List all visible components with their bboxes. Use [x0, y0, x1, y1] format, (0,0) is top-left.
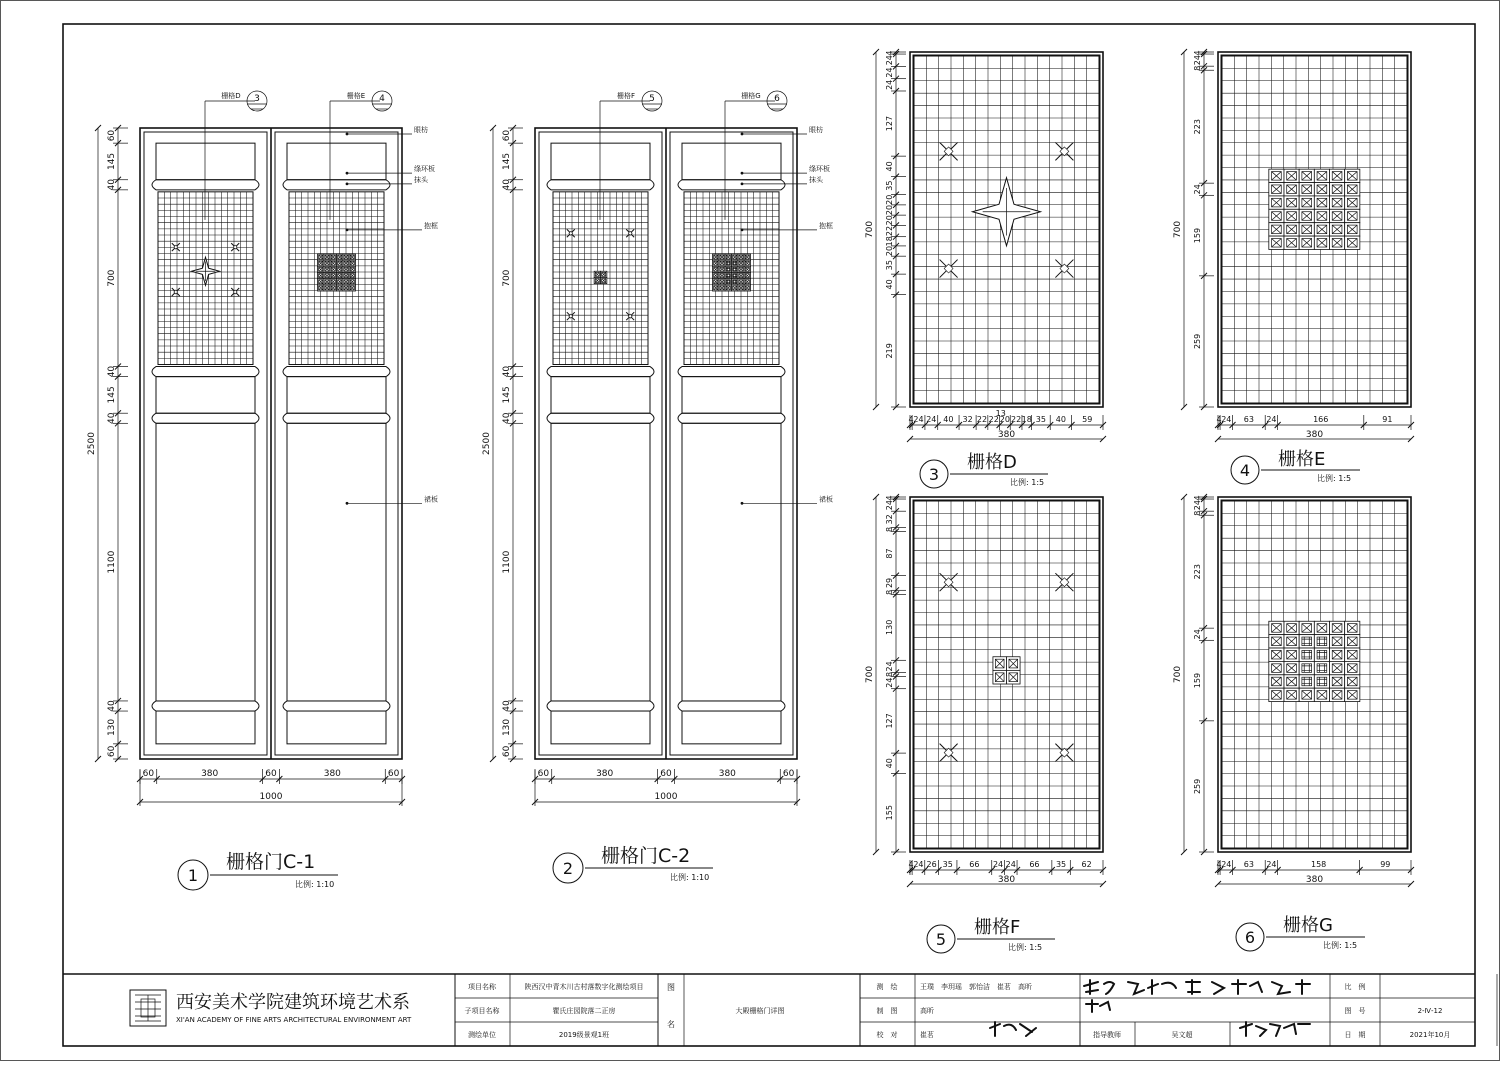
dim-text: 24: [885, 661, 894, 672]
x-ornament: [940, 142, 958, 160]
grille-g-title: 栅格G: [1283, 915, 1333, 936]
dim-text: 700: [107, 269, 117, 287]
dim-text: 40: [107, 365, 117, 378]
dim-text: 22: [1011, 415, 1022, 424]
grille-total-height-text: 700: [865, 220, 875, 239]
grille-total-width-text: 380: [1305, 430, 1324, 440]
cap-rail: [678, 180, 785, 190]
dim-text: 8: [885, 589, 894, 595]
dim-text: 24: [992, 860, 1004, 869]
skirt-panel: [287, 423, 386, 701]
dim-text: 59: [1082, 415, 1093, 424]
dim-text: 4: [908, 860, 914, 869]
door-total-height-text: 2500: [482, 432, 492, 455]
x-ornament: [940, 573, 958, 591]
callout-label: 抹头: [414, 175, 428, 184]
bottom-panel: [551, 711, 650, 744]
grille-ref-number: 6: [774, 94, 780, 104]
frieze-panel-mid: [156, 377, 255, 414]
grille-total-width-text: 380: [997, 430, 1016, 440]
dim-text: 60: [107, 745, 117, 758]
door-c1-number: 1: [187, 866, 199, 885]
dim-text: 20: [999, 415, 1010, 424]
date-label: 日 期: [1344, 1031, 1366, 1039]
school-name-en: XI'AN ACADEMY OF FINE ARTS ARCHITECTURAL ENVIRONMENT ART: [176, 1016, 412, 1024]
callout-label: 裙板: [424, 495, 438, 504]
dim-text: 63: [1243, 860, 1254, 869]
grille-e-detail-vertical-dims: [1193, 49, 1214, 410]
lattice-box-pattern: [1269, 621, 1360, 701]
bottom-panel: [682, 711, 781, 744]
outer-border: [1, 1, 1500, 1061]
grille-g-detail-total-height: [1173, 494, 1187, 855]
dim-text: 4: [885, 495, 894, 501]
handwritten-signatures: [990, 980, 1310, 1036]
cap-rail: [283, 701, 390, 711]
title-door-c1: [178, 851, 338, 890]
bottom-panel: [156, 711, 255, 744]
teacher-value: 吴文超: [1171, 1031, 1193, 1039]
dim-text: 259: [1193, 333, 1202, 350]
x-ornament: [1055, 142, 1073, 160]
lattice-box-pattern: [594, 271, 607, 283]
dim-text: 24: [1266, 860, 1277, 869]
dim-text: 35: [1055, 860, 1067, 869]
dim-text: 4: [1216, 415, 1222, 424]
dim-text: 24: [885, 500, 894, 511]
frieze-panel-mid: [551, 377, 650, 414]
x-ornament: [567, 229, 575, 237]
title-grille-e: [1231, 448, 1360, 484]
doors-layer: [87, 91, 833, 806]
door-c1-title: 栅格门C-1: [226, 851, 316, 873]
draw-label: 制 图: [876, 1007, 898, 1015]
dim-text: 60: [660, 769, 672, 779]
dim-text: 18: [885, 236, 894, 247]
dim-text: 26: [926, 860, 937, 869]
dim-text: 29: [885, 577, 894, 589]
dim-text: 60: [387, 769, 400, 779]
x-ornament: [1055, 573, 1073, 591]
dim-text: 24: [1193, 500, 1202, 511]
grille-d-detail-horizontal-dims: [907, 415, 1106, 430]
check-value: 崔茗: [920, 1031, 934, 1039]
title-block: [63, 974, 1497, 1046]
door-leaf-2: [275, 132, 398, 755]
drawing-name-label-1: 图: [667, 983, 675, 992]
dim-text: 8: [885, 671, 894, 678]
dim-text: 4: [1193, 495, 1202, 501]
frieze-panel-top: [551, 143, 650, 180]
grille-ref-name: 栅格D: [221, 92, 241, 100]
school-logo: [130, 990, 166, 1026]
callout-label: 裙板: [819, 495, 833, 504]
dim-text: 8: [885, 526, 894, 533]
dim-text: 158: [1311, 860, 1327, 869]
skirt-panel: [156, 423, 255, 701]
dim-text: 24: [1193, 629, 1202, 640]
grille-e-detail: [1173, 49, 1414, 442]
dim-text: 66: [1029, 860, 1040, 869]
x-ornament: [1055, 260, 1073, 278]
dim-text: 380: [201, 769, 219, 779]
dim-text: 18: [1021, 415, 1032, 424]
sheet-label: 图 号: [1344, 1007, 1366, 1015]
dim-text: 60: [502, 129, 512, 142]
door-vertical-dims: [107, 125, 128, 762]
callout-label: 抹头: [809, 175, 823, 184]
dim-text: 130: [885, 619, 894, 635]
dim-text: 20: [885, 204, 894, 216]
dim-text: 35: [885, 260, 894, 271]
grille-f-detail-total-height: [865, 494, 879, 855]
x-ornament: [1055, 744, 1073, 762]
grille-g-scale: 比例: 1:5: [1323, 941, 1358, 950]
door-horizontal-dims: [532, 769, 800, 784]
grille-total-width-text: 380: [1305, 875, 1324, 885]
door-leaf-1: [539, 132, 662, 755]
grille-ref-name: 栅格F: [616, 92, 636, 100]
cap-rail: [547, 413, 654, 423]
dim-text: 24: [913, 415, 924, 424]
dim-text: 60: [782, 769, 795, 779]
dim-text: 24: [1221, 860, 1232, 869]
grille-f-detail: [865, 494, 1106, 887]
frieze-panel-top: [156, 143, 255, 180]
dim-text: 127: [885, 115, 894, 132]
dim-text: 159: [1193, 672, 1202, 689]
grille-total-height-text: 700: [865, 665, 875, 684]
unit-value: 2019级景观1班: [558, 1031, 610, 1039]
dim-text: 20: [885, 215, 894, 226]
cross-star-ornament: [973, 178, 1041, 246]
cap-rail: [152, 701, 259, 711]
title-door-c2: [553, 845, 713, 883]
skirt-panel: [682, 423, 781, 701]
grille-top-extra-dim: 13: [995, 409, 1006, 418]
grille-total-width-text: 380: [997, 875, 1016, 885]
grille-f-detail-vertical-dims: [885, 494, 906, 855]
project-value: 陕西汉中青木川古村落数字化测绘项目: [524, 983, 644, 991]
callout-label: 绦环板: [809, 165, 830, 174]
dim-text: 145: [107, 386, 117, 404]
lattice-box-pattern: [1269, 169, 1360, 249]
dim-text: 1100: [502, 550, 512, 574]
title-grille-g: [1236, 914, 1365, 951]
grille-d-detail: [865, 49, 1106, 442]
grille-reference: [330, 91, 392, 220]
lattice-box-pattern: [993, 657, 1020, 684]
door-horizontal-dims: [137, 769, 405, 784]
x-ornament: [172, 288, 180, 296]
grille-d-detail-vertical-dims: [885, 49, 906, 410]
cap-rail: [152, 413, 259, 423]
dim-text: 24: [1266, 415, 1277, 424]
dim-text: 63: [1243, 415, 1254, 424]
callout-label: 眼枋: [414, 126, 428, 134]
cap-rail: [678, 367, 785, 377]
x-ornament: [567, 312, 575, 320]
teacher-label: 指导教师: [1093, 1031, 1121, 1039]
grille-ref-number: 3: [254, 94, 260, 104]
dim-text: 380: [323, 769, 341, 779]
grille-reference: [205, 91, 267, 220]
dim-text: 130: [502, 718, 512, 737]
dim-text: 24: [913, 860, 924, 869]
dim-text: 60: [502, 745, 512, 758]
dim-text: 32: [962, 415, 973, 424]
drawing-name-label-2: 名: [667, 1020, 675, 1029]
dim-text: 62: [1081, 860, 1092, 869]
draw-value: 高昕: [920, 1007, 934, 1015]
grille-f-detail-total-width: [907, 875, 1106, 887]
dim-text: 91: [1382, 415, 1393, 424]
x-ornament: [940, 260, 958, 278]
dim-text: 24: [885, 55, 894, 66]
door-vertical-dims: [502, 125, 523, 762]
cap-rail: [547, 180, 654, 190]
dim-text: 20: [885, 245, 894, 257]
dim-text: 66: [969, 860, 980, 869]
dim-text: 20: [885, 194, 894, 205]
project-label: 项目名称: [468, 983, 496, 991]
dim-text: 8: [1193, 65, 1202, 71]
frieze-panel-top: [287, 143, 386, 180]
dim-text: 40: [107, 412, 117, 424]
door-leaf-1: [144, 132, 267, 755]
dim-text: 40: [885, 161, 894, 172]
door-elevation-c1: [87, 91, 438, 806]
grille-f-number: 5: [935, 930, 947, 949]
frieze-panel-top: [682, 143, 781, 180]
grille-total-height-text: 700: [1173, 220, 1183, 239]
x-ornament: [231, 288, 239, 296]
dim-text: 223: [1193, 119, 1202, 135]
dim-text: 32: [885, 514, 894, 525]
dim-text: 24: [1193, 55, 1202, 66]
grille-total-height-text: 700: [1173, 665, 1183, 684]
callout-label: 抱框: [424, 221, 438, 230]
dim-text: 87: [885, 548, 894, 559]
grille-d-scale: 比例: 1:5: [1010, 478, 1045, 487]
callout-label: 眼枋: [809, 126, 823, 134]
dim-text: 24: [926, 415, 937, 424]
survey-label: 测 绘: [876, 983, 898, 991]
cap-rail: [283, 180, 390, 190]
survey-value: 王璞 李玥瑶 郭怡洁 崔茗 高昕: [920, 983, 1032, 991]
dim-text: 219: [885, 343, 894, 359]
dim-text: 4: [908, 415, 914, 424]
door-total-width-text: 1000: [259, 792, 283, 802]
grille-d-title: 栅格D: [967, 452, 1017, 473]
dim-text: 24: [885, 79, 894, 90]
cap-rail: [152, 367, 259, 377]
dim-text: 60: [142, 769, 155, 779]
dim-text: 40: [502, 179, 512, 191]
dim-text: 24: [885, 677, 894, 688]
grille-d-detail-total-height: [865, 49, 879, 410]
subproject-value: 瞿氏庄园院落二正房: [552, 1007, 616, 1015]
check-label: 校 对: [876, 1031, 898, 1039]
dim-text: 4: [1193, 50, 1202, 56]
grille-e-detail-total-width: [1215, 430, 1414, 442]
door-elevation-c2: [482, 91, 833, 806]
x-ornament: [626, 229, 634, 237]
grille-e-detail-total-height: [1173, 49, 1187, 410]
dim-text: 155: [885, 805, 894, 821]
door-c2-number: 2: [562, 859, 574, 878]
bottom-panel: [287, 711, 386, 744]
door-leaf-2: [670, 132, 793, 755]
cap-rail: [547, 367, 654, 377]
unit-label: 测绘单位: [468, 1031, 496, 1039]
cap-rail: [678, 701, 785, 711]
scale-label: 比 例: [1344, 983, 1366, 991]
callout-label: 抱框: [819, 221, 833, 230]
dim-text: 40: [502, 412, 512, 424]
title-grille-d: [920, 451, 1048, 488]
dim-text: 35: [885, 180, 894, 191]
grille-reference: [725, 91, 787, 220]
grille-e-number: 4: [1239, 461, 1251, 480]
dim-text: 700: [502, 269, 512, 287]
subproject-label: 子项目名称: [464, 1007, 500, 1015]
grille-f-scale: 比例: 1:5: [1008, 943, 1043, 952]
door-total-height-text: 2500: [87, 432, 97, 455]
dim-text: 24: [1221, 415, 1232, 424]
cap-rail: [152, 180, 259, 190]
grille-e-scale: 比例: 1:5: [1317, 474, 1352, 483]
dim-text: 259: [1193, 778, 1202, 795]
dim-text: 60: [537, 769, 550, 779]
dim-text: 130: [107, 718, 117, 737]
grille-ref-number: 4: [379, 94, 385, 104]
dim-text: 40: [885, 758, 894, 769]
cap-rail: [283, 413, 390, 423]
dim-text: 4: [885, 50, 894, 56]
dim-text: 24: [1005, 860, 1016, 869]
cap-rail: [283, 367, 390, 377]
dim-text: 99: [1380, 860, 1391, 869]
grille-g-detail-vertical-dims: [1193, 494, 1214, 855]
grille-reference: [600, 91, 662, 220]
dim-text: 35: [942, 860, 953, 869]
grille-f-detail-horizontal-dims: [907, 860, 1106, 875]
cross-star-ornament: [192, 257, 220, 285]
frieze-panel-mid: [287, 377, 386, 414]
cap-rail: [678, 413, 785, 423]
dim-text: 145: [502, 386, 512, 404]
school-name: 西安美术学院建筑环境艺术系: [176, 992, 410, 1013]
door-total-height: [482, 125, 496, 762]
door-total-height: [87, 125, 101, 762]
date-value: 2021年10月: [1409, 1031, 1451, 1039]
dim-text: 60: [107, 129, 117, 142]
dim-text: 24: [1193, 184, 1202, 195]
grille-e-detail-horizontal-dims: [1215, 415, 1414, 430]
grille-f-title: 栅格F: [974, 917, 1021, 938]
lattice-box-pattern: [318, 254, 356, 291]
grille-ref-name: 栅格E: [346, 92, 366, 100]
dim-text: 380: [596, 769, 614, 779]
grille-g-detail: [1173, 494, 1414, 887]
dim-text: 145: [107, 152, 117, 171]
dim-text: 127: [885, 713, 894, 729]
dim-text: 40: [107, 179, 117, 191]
dim-text: 166: [1313, 415, 1329, 424]
dim-text: 40: [502, 365, 512, 378]
callout-label: 绦环板: [414, 165, 435, 174]
grille-d-detail-total-width: [907, 430, 1106, 442]
dim-text: 35: [1035, 415, 1046, 424]
door-callouts: [600, 91, 833, 505]
dim-text: 40: [107, 700, 117, 712]
dim-text: 380: [718, 769, 736, 779]
grille-e-title: 栅格E: [1278, 449, 1326, 470]
dim-text: 40: [943, 415, 954, 424]
cap-rail: [547, 701, 654, 711]
grille-g-detail-horizontal-dims: [1215, 860, 1414, 875]
drawing-name: 大殿栅格门详图: [735, 1007, 785, 1015]
grille-d-number: 3: [928, 465, 940, 484]
grille-g-number: 6: [1244, 928, 1256, 947]
dim-text: 145: [502, 152, 512, 171]
grille-ref-name: 栅格G: [741, 92, 761, 100]
door-callouts: [205, 91, 438, 505]
dim-text: 1100: [107, 550, 117, 574]
dim-text: 22: [885, 225, 894, 237]
grille-g-detail-total-width: [1215, 875, 1414, 887]
door-c2-title: 栅格门C-2: [601, 845, 691, 867]
door-c1-scale: 比例: 1:10: [295, 880, 335, 889]
x-ornament: [626, 312, 634, 320]
door-c2-scale: 比例: 1:10: [670, 873, 710, 882]
sheet-value: 2-Ⅳ-12: [1417, 1007, 1443, 1015]
dim-text: 40: [885, 279, 894, 290]
dim-text: 40: [1055, 415, 1066, 424]
dim-text: 24: [885, 67, 894, 78]
title-grille-f: [927, 916, 1055, 953]
dim-text: 22: [988, 415, 999, 424]
dim-text: 60: [265, 769, 277, 779]
dim-text: 159: [1193, 227, 1202, 244]
dim-text: 4: [1216, 860, 1222, 869]
frieze-panel-mid: [682, 377, 781, 414]
lattice-box-pattern: [713, 254, 751, 291]
dim-text: 40: [502, 700, 512, 712]
x-ornament: [940, 744, 958, 762]
dim-text: 223: [1193, 564, 1202, 580]
door-total-width-text: 1000: [654, 792, 678, 802]
grilles-layer: [865, 49, 1414, 887]
dim-text: 8: [1193, 510, 1202, 516]
dim-text: 22: [976, 415, 988, 424]
grille-ref-number: 5: [649, 94, 655, 104]
skirt-panel: [551, 423, 650, 701]
